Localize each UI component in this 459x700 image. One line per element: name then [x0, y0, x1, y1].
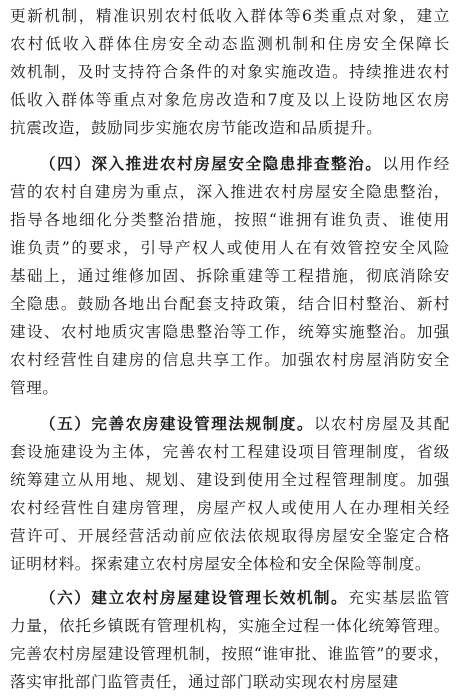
text-line: 基础上，通过维修加固、拆除重建等工程措施，彻底消除安: [10, 267, 450, 285]
text-line: 抗震改造，鼓励同步实施农房节能改造和品质提升。: [10, 119, 383, 137]
text-line: 套设施建设为主体，完善农村工程建设项目管理制度，省级: [10, 443, 450, 461]
section-6-text: 充实基层监管: [348, 589, 450, 607]
text-line: 营的农村自建房为重点，深入推进农村房屋安全隐患整治，: [10, 183, 450, 201]
text-line: 管理。: [10, 379, 59, 397]
section-5-text: 以农村房屋及其配: [313, 415, 450, 433]
text-line: 农村经营性自建房的信息共享工作。加强农村房屋消防安全: [10, 351, 450, 369]
section-4-heading: （四）深入推进农村房屋安全隐患排查整治。: [40, 154, 383, 173]
text-line: 力量，依托乡镇既有管理机构，实施全过程一体化统筹管理。: [10, 617, 450, 635]
section-4-first-line: [40, 150, 450, 178]
text-line: 更新机制，精准识别农村低收入群体等6类重点对象，建立: [10, 7, 450, 25]
text-line: 农村低收入群体住房安全动态监测机制和住房安全保障长: [10, 35, 450, 53]
text-line: 统筹建立从用地、规划、建设到使用全过程管理制度。加强: [10, 471, 450, 489]
section-6-first-line: [40, 584, 450, 612]
section-5-heading: （五）完善农房建设管理法规制度。: [40, 414, 314, 433]
section-5-first-line: [40, 410, 450, 438]
text-line: 效机制，及时支持符合条件的对象实施改造。持续推进农村: [10, 63, 450, 81]
text-line: 营许可、开展经营活动前应依法依规取得房屋安全鉴定合格: [10, 527, 450, 545]
text-line: 证明材料。探索建立农村房屋安全体检和安全保险等制度。: [10, 555, 432, 573]
text-line: 全隐患。鼓励各地出台配套支持政策，结合旧村整治、新村: [10, 295, 450, 313]
text-line: 指导各地细化分类整治措施，按照“谁拥有谁负责、谁使用: [10, 211, 450, 229]
text-line: 谁负责”的要求，引导产权人或使用人在有效管控安全风险: [10, 239, 450, 257]
text-line: 落实审批部门监管责任，通过部门联动实现农村房屋建: [10, 673, 399, 691]
text-line: 低收入群体等重点对象危房改造和7度及以上设防地区农房: [10, 91, 450, 109]
text-line: 农村经营性自建房管理，房屋产权人或使用人在办理相关经: [10, 499, 450, 517]
section-6-heading: （六）建立农村房屋建设管理长效机制。: [40, 588, 349, 607]
text-line: 完善农村房屋建设管理机制，按照“谁审批、谁监管”的要求，: [10, 645, 450, 663]
text-line: 建设、农村地质灾害隐患整治等工作，统筹实施整治。加强: [10, 323, 450, 341]
section-4-text: 以用作经: [382, 155, 450, 173]
